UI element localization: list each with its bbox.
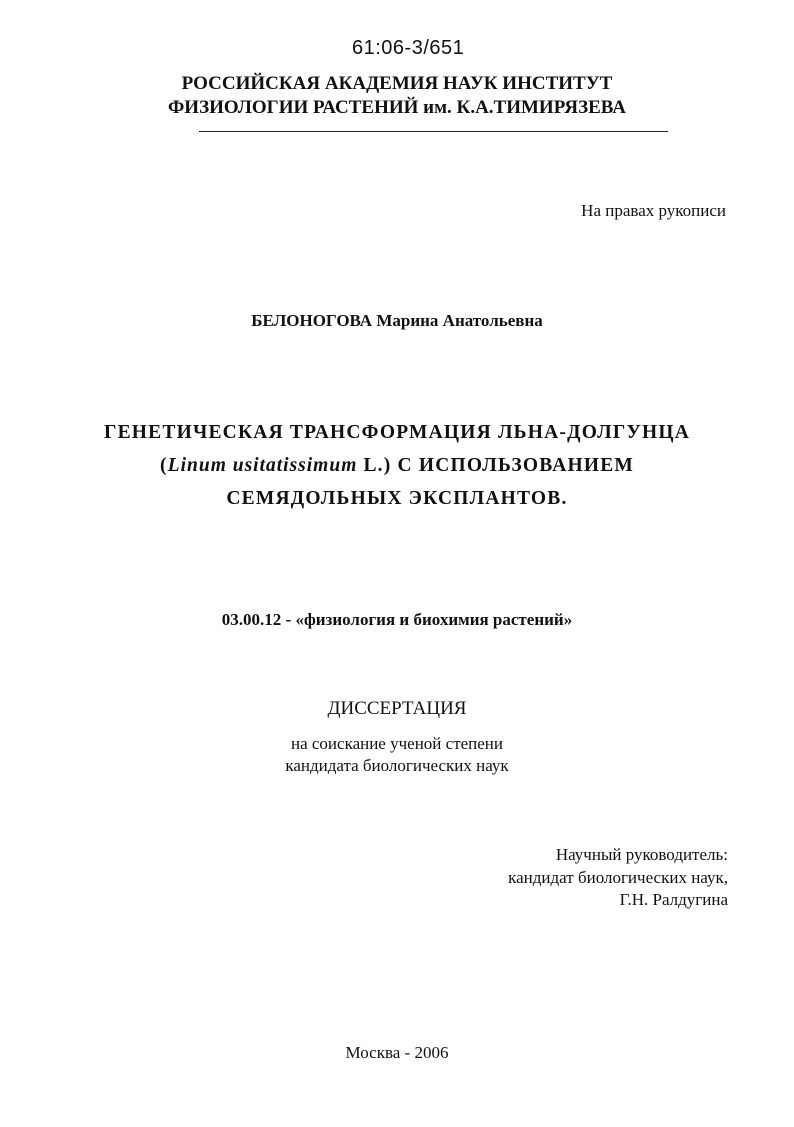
institution-line-2: ФИЗИОЛОГИИ РАСТЕНИЙ им. К.А.ТИМИРЯЗЕВА (167, 97, 626, 118)
title-paren-open: ( (159, 455, 168, 476)
supervisor-title: кандидат биологических наук, (508, 868, 728, 887)
degree-line-2: кандидата биологических наук (285, 756, 509, 775)
supervisor-name: Г.Н. Ралдугина (619, 890, 728, 909)
species-name: Linum usitatissimum (167, 455, 358, 476)
work-type: ДИССЕРТАЦИЯ (327, 698, 467, 719)
supervisor-label: Научный руководитель: (555, 845, 728, 864)
title-line-2-rest: L.) С ИСПОЛЬЗОВАНИЕМ (357, 455, 635, 476)
specialty-code: 03.00.12 - «физиология и биохимия растений» (221, 610, 573, 629)
title-line-3: СЕМЯДОЛЬНЫХ ЭКСПЛАНТОВ. (226, 488, 568, 509)
city-year: Москва - 2006 (345, 1043, 449, 1062)
rights-note: На правах рукописи (581, 201, 726, 220)
archive-stamp-number: 61:06-3/651 (352, 37, 465, 59)
title-line-2 (0, 451, 794, 481)
author-name: БЕЛОНОГОВА Марина Анатольевна (251, 311, 543, 330)
degree-line-1: на соискание ученой степени (290, 734, 504, 753)
institution-line-1: РОССИЙСКАЯ АКАДЕМИЯ НАУК ИНСТИТУТ (181, 73, 613, 94)
title-line-1: ГЕНЕТИЧЕСКАЯ ТРАНСФОРМАЦИЯ ЛЬНА-ДОЛГУНЦА (103, 422, 690, 443)
header-divider (199, 131, 668, 132)
